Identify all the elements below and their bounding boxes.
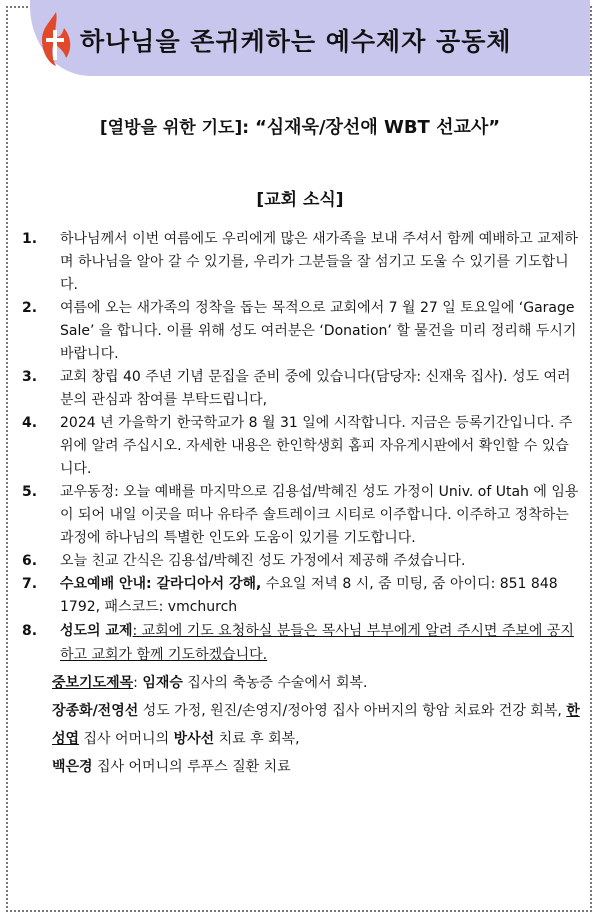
item-text: 여름에 오는 새가족의 정착을 돕는 목적으로 교회에서 7 월 27 일 토요일에 ‘Garage Sale’ 을 합니다. 이를 위해 성도 여러분은 ‘Donation’ 할 물건을 미리 정리해 두시기 바랍니다. (60, 300, 577, 362)
item-number: 8. (22, 623, 38, 639)
fellowship-text: : 교회에 기도 요청하실 분들은 목사님 부부에게 알려 주시면 주보에 공지하고 교회가 함께 기도하겠습니다. (60, 623, 574, 663)
item-text: 교회 창립 40 주년 기념 문집을 준비 중에 있습니다(담당자: 신재욱 집사). 성도 여러분의 관심과 참여를 부탁드립니다, (60, 369, 571, 408)
item-text: 수요일 저녁 8 시, 줌 미팅, 줌 아이디: 851 848 1792, 패스코드: vmchurch (60, 576, 558, 615)
list-item (22, 297, 582, 366)
news-list (22, 228, 582, 781)
prayer-requests (22, 669, 582, 781)
item-number: 5. (22, 484, 38, 500)
item-number: 7. (22, 576, 38, 592)
prayer-request-line: 중보기도제목: 임재승 집사의 축농증 수술에서 회복. (52, 675, 368, 691)
item-number: 3. (22, 369, 38, 385)
prayer-label: [열방을 위한 기도]: (99, 118, 250, 138)
list-item (22, 228, 582, 297)
item-number: 4. (22, 415, 38, 431)
list-item (22, 481, 582, 550)
item-number: 1. (22, 231, 38, 247)
request-emphasis: 방사선 (173, 731, 215, 747)
list-item (22, 573, 582, 619)
news-heading: [교회 소식] (256, 190, 344, 210)
prayer-request-line: 장종화/전영선 성도 가정, 원진/손영지/정아영 집사 아버지의 항암 치료와 건강 회복, 한성엽 집사 어머니의 방사선 치료 후 회복, (52, 703, 580, 747)
item-number: 6. (22, 553, 38, 569)
item-text: 하나님께서 이번 여름에도 우리에게 많은 새가족을 보내 주셔서 함께 예배하고 교제하며 하나님을 알아 갈 수 있기를, 우리가 그분들을 잘 섬기고 도울 수 있기를 기도합니다. (60, 231, 578, 293)
item-number: 2. (22, 300, 38, 316)
item-text: 오늘 친교 간식은 김용섭/박혜진 성도 가정에서 제공해 주셨습니다. (60, 553, 466, 569)
list-item (22, 550, 582, 573)
request-name: 한성엽 (52, 703, 580, 747)
fellowship-title: 성도의 교제 (60, 623, 133, 639)
list-item (22, 366, 582, 412)
request-name: 장종화/전영선 (52, 703, 139, 719)
prayer-line (0, 113, 600, 139)
wednesday-service-title: 수요예배 안내: 갈라디아서 강해, (60, 576, 262, 592)
list-item (22, 412, 582, 481)
prayer-request-line: 백은경 집사 어머니의 루푸스 질환 치료 (52, 759, 291, 775)
prayer-missionaries: “심재욱/장선애 WBT 선교사” (254, 117, 501, 138)
request-name: 임재승 (142, 675, 183, 691)
request-name: 백은경 (52, 759, 93, 775)
community-title: 하나님을 존귀케하는 예수제자 공동체 (80, 27, 512, 56)
list-item (22, 619, 582, 667)
intercession-label: 중보기도제목 (52, 675, 134, 691)
church-logo-icon (34, 10, 76, 68)
item-text: 교우동정: 오늘 예배를 마지막으로 김용섭/박혜진 성도 가정이 Univ. of Utah 에 임용이 되어 내일 이곳을 떠나 유타주 솔트레이크 시티로 이주합니다. 이주하고 정착하는 과정에 하나님의 특별한 인도와 도움이 있기를 기도합니다. (60, 484, 579, 546)
item-text: 2024 년 가을학기 한국학교가 8 월 31 일에 시작합니다. 지금은 등록기간입니다. 주위에 알려 주십시오. 자세한 내용은 한인학생회 홈피 자유게시판에서 확인할 수 있습니다. (60, 415, 573, 477)
